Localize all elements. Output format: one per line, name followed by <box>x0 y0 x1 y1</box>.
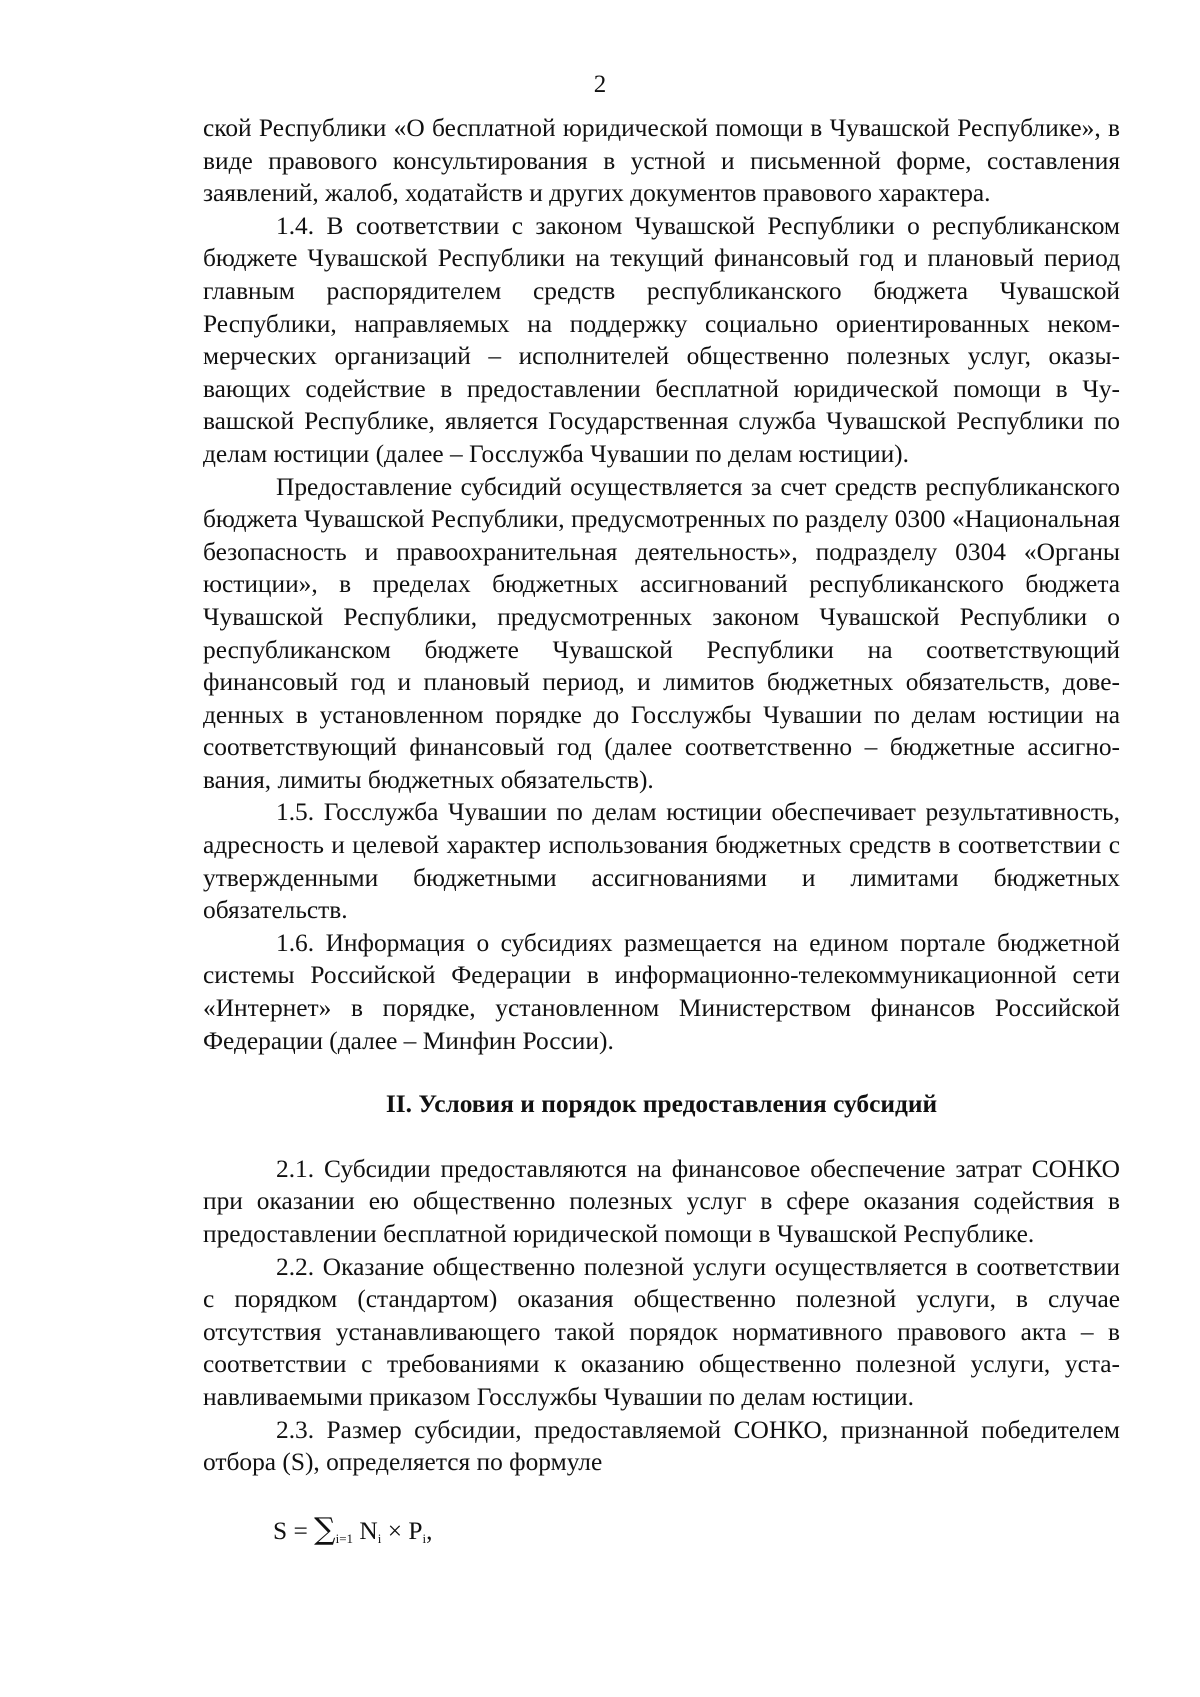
paragraph-continuation: ской Республики «О бесплатной юридической помощи в Чувашской Республике», в виде правового консультирования в устной и письменной форме, составления заявлений, жалоб, ходатайств и других документов правового характера. <box>203 114 1120 208</box>
formula-term-n-index: i <box>377 1530 382 1546</box>
paragraph-2-3: 2.3. Размер субсидии, предоставляемой СОНКО, признанной победителем отбора (S), определяется по формуле <box>203 1415 1120 1477</box>
formula-equals: = <box>293 1516 308 1545</box>
paragraph-1-4: 1.4. В соответствии с законом Чувашской Республики о республиканском бюджете Чувашской Республики на текущий финансовый год и плановый период главным распорядителем средств республиканского бюджета Чувашской Республики, направляемых на поддержку социально ориентированных некоммерческих организаций – исполнителей общественно полезных услуг, оказывающих содействие в предоставлении бесплатной юридической помощи в Чувашской Республике, является Государственная служба Чувашской Республики по делам юстиции (далее – Госслужба Чувашии по делам юстиции). <box>203 211 1120 468</box>
paragraph-1-6: 1.6. Информация о субсидиях размещается на едином портале бюджетной системы Российской Федерации в информационно-телекоммуникационной сети «Интернет» в порядке, установленном Министерством финансов Российской Федерации (далее – Минфин России). <box>203 928 1120 1055</box>
formula-trailing-comma: , <box>426 1516 433 1545</box>
section-heading: II. Условия и порядок предоставления субсидий <box>385 1090 938 1119</box>
paragraph-1-5: 1.5. Госслужба Чувашии по делам юстиции обеспечивает результативность, адресность и целевой характер использования бюджетных средств в соответствии с утвержденными бюджетными ассигнованиями и лимитами бюджетных обязательств. <box>203 798 1120 925</box>
paragraph-2-2: 2.2. Оказание общественно полезной услуги осуществляется в соответствии с порядком (стандартом) оказания общественно полезной услуги, в случае отсутствия устанавливающего такой порядок нормативного правового акта – в соответствии с требованиями к оказанию общественно полезной услуги, устанавливаемыми приказом Госслужбы Чувашии по делам юстиции. <box>203 1252 1120 1411</box>
formula-sum-index: i=1 <box>335 1530 354 1546</box>
paragraph-2-1: 2.1. Субсидии предоставляются на финансовое обеспечение затрат СОНКО при оказании ею общественно полезных услуг в сфере оказания содействия в предоставлении бесплатной юридической помощи в Чувашской Республике. <box>203 1154 1120 1248</box>
paragraph-subsidy-funding: Предоставление субсидий осуществляется за счет средств республиканского бюджета Чувашской Республики, предусмотренных по разделу 0300 «Национальная безопасность и правоохранительная деятельность», подразделу 0304 «Органы юстиции», в пределах бюджетных ассигнований республиканского бюджета Чувашской Республики, предусмотренных законом Чувашской Республики о республиканском бюджете Чувашской Республики на соответствующий финансовый год и плановый период, и лимитов бюджетных обязательств, доведенных в установленном порядке до Госслужбы Чувашии по делам юстиции на соответствующий финансовый год (далее соответственно – бюджетные ассигнования, лимиты бюджетных обязательств). <box>203 472 1120 794</box>
formula-lhs: S <box>273 1516 288 1545</box>
subsidy-formula <box>273 1510 1120 1559</box>
formula-sum-symbol: ∑ <box>314 1511 336 1547</box>
document-body <box>203 112 1120 1559</box>
page-number: 2 <box>593 71 607 98</box>
formula-term-p: P <box>408 1516 423 1545</box>
formula-term-n: N <box>359 1516 378 1545</box>
formula-times: × <box>387 1516 403 1545</box>
formula-term-p-index: i <box>422 1530 427 1546</box>
